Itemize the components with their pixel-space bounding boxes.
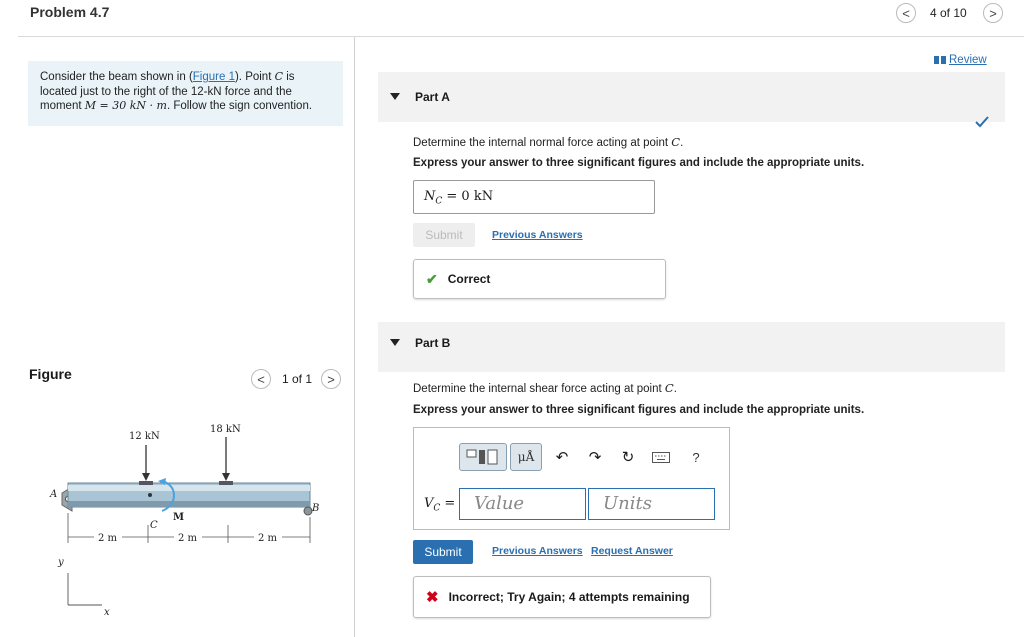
part-a-question: Determine the internal normal force acting at point C. bbox=[413, 135, 684, 149]
check-icon bbox=[975, 116, 989, 128]
problem-title: Problem 4.7 bbox=[30, 4, 110, 20]
label-m: M bbox=[173, 512, 185, 523]
beam-figure bbox=[40, 415, 340, 625]
undo-button[interactable] bbox=[552, 443, 572, 471]
next-problem-button[interactable] bbox=[983, 3, 1003, 23]
book-icon bbox=[934, 56, 946, 64]
x-icon: ✖ bbox=[426, 589, 439, 606]
reset-button[interactable] bbox=[618, 443, 638, 471]
redo-button[interactable] bbox=[585, 443, 605, 471]
part-b-submit-button[interactable]: Submit bbox=[413, 540, 473, 564]
help-button[interactable]: ? bbox=[692, 449, 700, 465]
axis-x-label: x bbox=[104, 607, 110, 618]
label-a: A bbox=[50, 489, 58, 500]
pane-divider bbox=[354, 37, 355, 637]
previous-problem-button[interactable] bbox=[896, 3, 916, 23]
dim-label-3: 2 m bbox=[258, 533, 278, 544]
templates-icon bbox=[465, 448, 501, 466]
review-link[interactable]: Review bbox=[934, 54, 987, 66]
checkmark-icon: ✔ bbox=[426, 270, 438, 287]
header-divider bbox=[18, 36, 1024, 37]
part-a-submit-button[interactable]: Submit bbox=[413, 223, 475, 247]
units-input[interactable]: Units bbox=[588, 488, 715, 520]
problem-counter: 4 of 10 bbox=[930, 6, 967, 20]
point-c-symbol: C bbox=[274, 70, 284, 83]
chevron-left-icon: < bbox=[902, 5, 910, 21]
label-18kn: 18 kN bbox=[210, 424, 241, 435]
request-answer-link[interactable]: Request Answer bbox=[591, 545, 673, 557]
units-button[interactable]: μÅ bbox=[510, 443, 542, 471]
moment-expression: M = 30 kN · m bbox=[84, 99, 167, 112]
part-a-answer-field: $N_C = 0$ kN bbox=[413, 180, 655, 214]
figure-heading: Figure bbox=[29, 366, 72, 382]
part-b-instruction: Express your answer to three significant figures and include the appropriate units. bbox=[413, 404, 865, 416]
dim-label-2: 2 m bbox=[178, 533, 198, 544]
part-b-feedback: ✖ Incorrect; Try Again; 4 attempts remaining bbox=[413, 576, 711, 618]
part-a-header[interactable] bbox=[378, 72, 1005, 122]
chevron-right-icon: > bbox=[327, 371, 335, 387]
dim-label-1: 2 m bbox=[98, 533, 118, 544]
collapse-triangle-icon bbox=[390, 339, 400, 346]
figure-counter: 1 of 1 bbox=[282, 372, 313, 386]
redo-icon: ↷ bbox=[588, 449, 602, 466]
figure-prev-button[interactable] bbox=[251, 369, 271, 389]
chevron-left-icon: < bbox=[257, 371, 265, 387]
part-b-previous-answers-link[interactable]: Previous Answers bbox=[492, 545, 583, 557]
reset-icon: ↻ bbox=[621, 449, 635, 466]
part-b-label: Part B bbox=[415, 336, 451, 350]
part-a-feedback: ✔ Correct bbox=[413, 259, 666, 299]
undo-icon: ↶ bbox=[555, 449, 569, 466]
part-a-previous-answers-link[interactable]: Previous Answers bbox=[492, 229, 583, 241]
collapse-triangle-icon bbox=[390, 93, 400, 100]
part-b-answer-editor bbox=[413, 427, 730, 530]
vc-label: $V_C$ = bbox=[424, 496, 456, 514]
label-c: C bbox=[150, 520, 158, 531]
value-input[interactable]: Value bbox=[459, 488, 586, 520]
keyboard-icon bbox=[652, 452, 670, 463]
keyboard-button[interactable] bbox=[650, 443, 672, 471]
roller-b bbox=[304, 507, 312, 515]
part-b-question: Determine the internal shear force acting at point C. bbox=[413, 381, 677, 395]
templates-button[interactable] bbox=[459, 443, 507, 471]
chevron-right-icon: > bbox=[989, 5, 997, 21]
problem-statement: Consider the beam shown in (Figure 1). Point C is located just to the right of the 12-kN force and the moment M = 30 kN · m. Follow the sign convention. bbox=[28, 61, 343, 126]
axis-y-label: y bbox=[58, 557, 64, 568]
figure-next-button[interactable] bbox=[321, 369, 341, 389]
label-12kn: 12 kN bbox=[129, 431, 160, 442]
part-a-instruction: Express your answer to three significant figures and include the appropriate units. bbox=[413, 157, 865, 169]
part-b-header[interactable] bbox=[378, 322, 1005, 372]
part-a-label: Part A bbox=[415, 90, 450, 104]
label-b: B bbox=[312, 503, 320, 514]
figure-link[interactable]: Figure 1 bbox=[192, 71, 235, 83]
